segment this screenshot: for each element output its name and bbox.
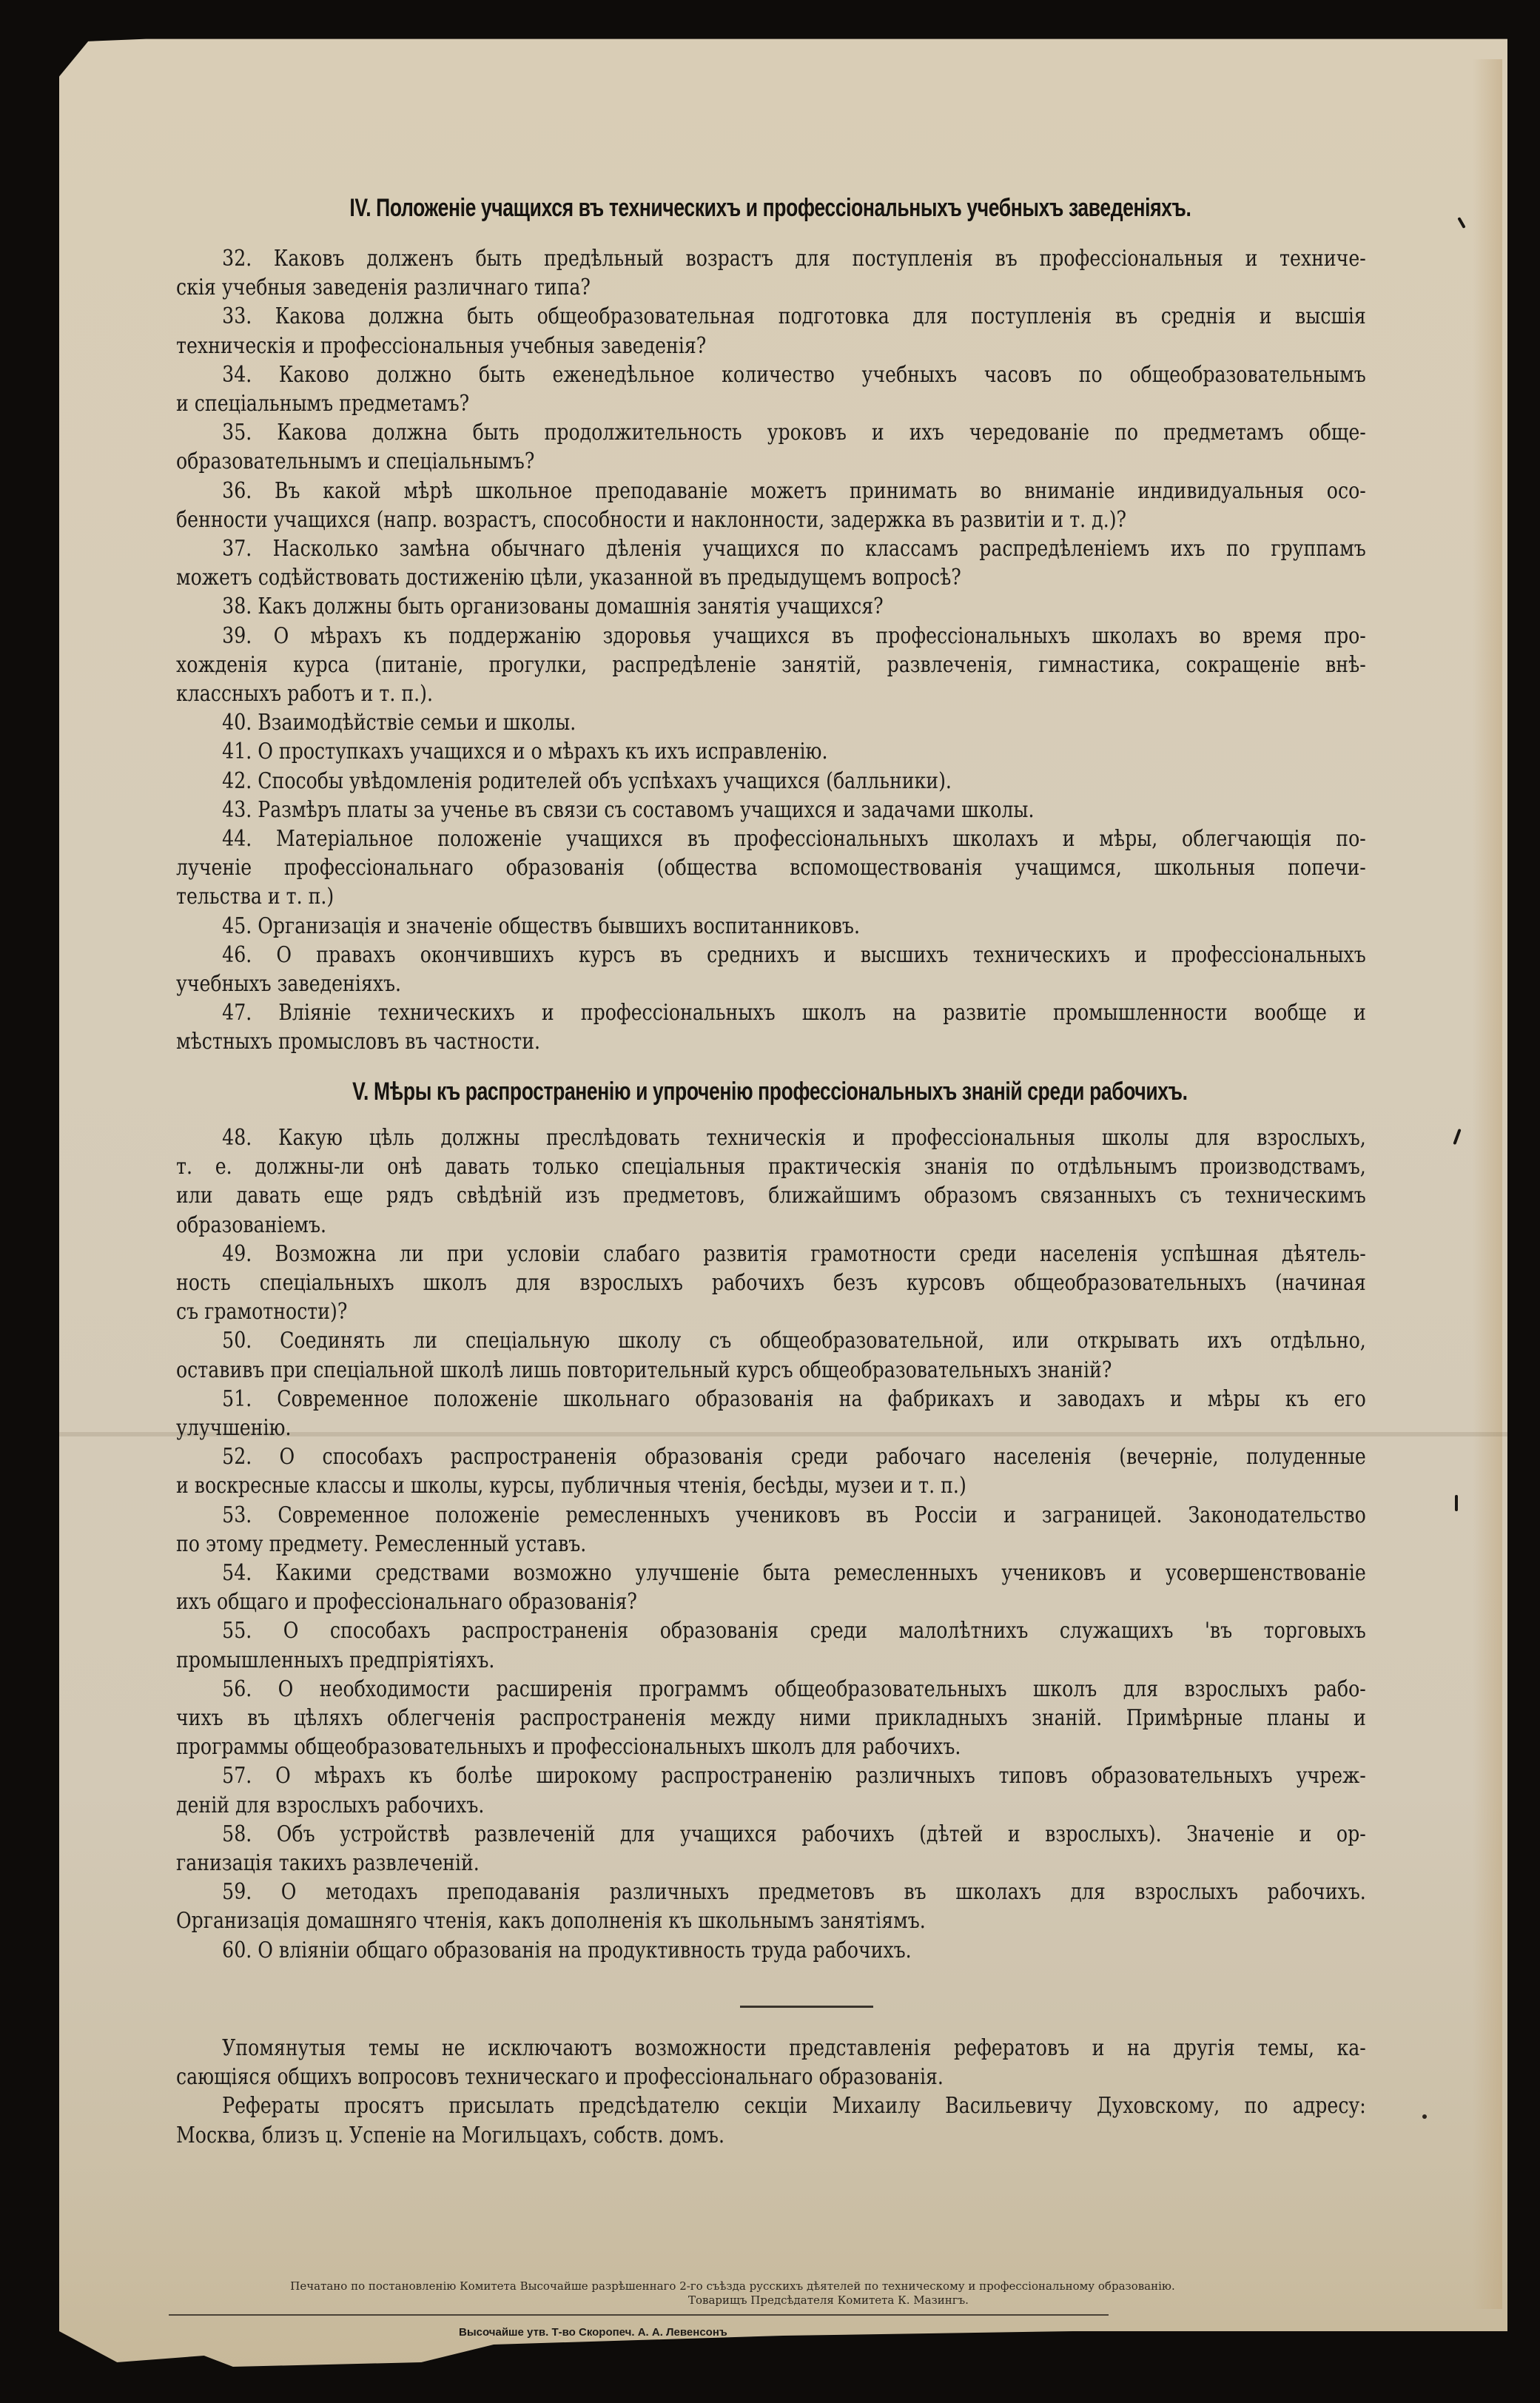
item-first-line: 32. Каковъ долженъ быть предѣльный возрастъ для поступленія въ профессіональныя и техниче- bbox=[222, 246, 1366, 272]
text-line bbox=[176, 1240, 1366, 1268]
item-first-line: 48. Какую цѣль должны преслѣдовать техническія и профессіональныя школы для взрослыхъ, bbox=[222, 1125, 1366, 1151]
item-continuation-line: по этому предмету. Ремесленный уставъ. bbox=[176, 1530, 587, 1557]
item-continuation-line: т. е. должны-ли онѣ давать только спеціальныя практическія знанія по отдѣльнымъ производствамъ, bbox=[176, 1154, 1366, 1180]
item-continuation-line: оставивъ при спеціальной школѣ лишь повторительный курсъ общеобразовательныхъ знаній? bbox=[176, 1357, 1112, 1383]
item-first-line: 33. Какова должна быть общеобразовательная подготовка для поступленія въ среднія и высшія bbox=[222, 303, 1366, 330]
text-line bbox=[176, 447, 1366, 476]
text-line bbox=[176, 360, 1366, 389]
text-line bbox=[176, 244, 1366, 273]
text-line bbox=[176, 389, 1366, 418]
item-first-line: 39. О мѣрахъ къ поддержанію здоровья учащихся въ профессіональныхъ школахъ во время про- bbox=[222, 622, 1366, 649]
text-line bbox=[176, 998, 1366, 1027]
text-line bbox=[176, 796, 1366, 824]
text-line bbox=[176, 1297, 1366, 1326]
text-line bbox=[176, 737, 1366, 766]
text-line bbox=[176, 1501, 1366, 1530]
text-line bbox=[176, 1181, 1366, 1210]
item-first-line: 51. Современное положеніе школьнаго образованія на фабрикахъ и заводахъ и мѣры къ его bbox=[222, 1385, 1366, 1412]
text-line bbox=[176, 2034, 1366, 2063]
item-first-line: 59. О методахъ преподаванія различныхъ предметовъ въ школахъ для взрослыхъ рабочихъ. bbox=[222, 1879, 1366, 1906]
footer-printed-by: Печатано по постановленію Комитета Высочайше разрѣшеннаго 2-го съѣзда русскихъ дѣятелей по техническому и профессіональному образованію. bbox=[290, 2279, 1175, 2293]
item-continuation-line: программы общеобразовательныхъ и профессіональныхъ школъ для рабочихъ. bbox=[176, 1734, 961, 1761]
text-line bbox=[176, 273, 1366, 302]
item-first-line: 52. О способахъ распространенія образованія среди рабочаго населенія (вечерніе, полуденные bbox=[222, 1444, 1366, 1471]
text-line bbox=[176, 941, 1366, 969]
text-line bbox=[176, 912, 1366, 941]
section-iv-heading bbox=[0, 194, 1540, 223]
text-line bbox=[176, 1791, 1366, 1820]
item-first-line: 37. Насколько замѣна обычнаго дѣленія учащихся по классамъ распредѣленіемъ ихъ по группамъ bbox=[222, 536, 1366, 562]
section-divider bbox=[740, 2006, 873, 2008]
item-continuation-line: ность спеціальныхъ школъ для взрослыхъ рабочихъ безъ курсовъ общеобразовательныхъ (начиная bbox=[176, 1270, 1366, 1296]
item-continuation-line: Москва, близъ ц. Успеніе на Могильцахъ, собств. домъ. bbox=[176, 2122, 724, 2148]
item-first-line: 50. Соединять ли спеціальную школу съ общеобразовательной, или открывать ихъ отдѣльно, bbox=[222, 1328, 1366, 1354]
item-first-line: 45. Организація и значеніе обществъ бывшихъ воспитанниковъ. bbox=[222, 913, 860, 939]
item-first-line: 56. О необходимости расширенія программъ общеобразовательныхъ школъ для взрослыхъ рабо- bbox=[222, 1676, 1366, 1702]
item-first-line: 55. О способахъ распространенія образованія среди малолѣтнихъ служащихъ 'въ торговыхъ bbox=[222, 1618, 1366, 1644]
text-line bbox=[176, 1530, 1366, 1559]
item-continuation-line: улучшенію. bbox=[176, 1415, 292, 1441]
text-line bbox=[176, 1027, 1366, 1056]
item-first-line: 58. Объ устройствѣ развлеченій для учащихся рабочихъ (дѣтей и взрослыхъ). Значеніе и ор- bbox=[222, 1821, 1366, 1847]
text-line bbox=[176, 332, 1366, 360]
item-first-line: 57. О мѣрахъ къ болѣе широкому распространенію различныхъ типовъ образовательныхъ учреж- bbox=[222, 1763, 1366, 1789]
item-continuation-line: хожденія курса (питаніе, прогулки, распредѣленіе занятій, развлеченія, гимнастика, сокращеніе внѣ- bbox=[176, 651, 1366, 678]
item-first-line: Упомянутыя темы не исключаютъ возможности представленія рефератовъ и на другія темы, ка- bbox=[222, 2035, 1366, 2061]
text-line bbox=[176, 853, 1366, 882]
footer-printer: Высочайше утв. Т-во Скоропеч. А. А. Левенсонъ bbox=[459, 2326, 727, 2339]
footer-rule bbox=[169, 2314, 1109, 2316]
text-line bbox=[176, 1123, 1366, 1152]
section-iv-heading-text: IV. Положеніе учащихся въ техническихъ и профессіональныхъ учебныхъ заведеніяхъ. bbox=[349, 194, 1191, 222]
section-v-heading-text: V. Мѣры къ распространенію и упроченію профессіональныхъ знаній среди рабочихъ. bbox=[352, 1078, 1188, 1106]
text-line bbox=[176, 1414, 1366, 1442]
item-first-line: 43. Размѣръ платы за ученье въ связи съ составомъ учащихся и задачами школы. bbox=[222, 796, 1035, 823]
text-line bbox=[176, 1878, 1366, 1906]
text-line bbox=[176, 418, 1366, 447]
item-continuation-line: чихъ въ цѣляхъ облегченія распространенія между ними прикладныхъ знаній. Примѣрные планы и bbox=[176, 1705, 1366, 1731]
item-continuation-line: мѣстныхъ промысловъ въ частности. bbox=[176, 1029, 541, 1055]
item-first-line: 54. Какими средствами возможно улучшеніе быта ремесленныхъ учениковъ и усовершенствованіе bbox=[222, 1560, 1366, 1586]
text-line bbox=[176, 1211, 1366, 1240]
item-continuation-line: деній для взрослыхъ рабочихъ. bbox=[176, 1792, 485, 1818]
item-continuation-line: образованіемъ. bbox=[176, 1211, 327, 1238]
item-first-line: 53. Современное положеніе ремесленныхъ учениковъ въ Россіи и заграницей. Законодательство bbox=[222, 1502, 1366, 1528]
text-line bbox=[176, 824, 1366, 853]
text-line bbox=[176, 1820, 1366, 1849]
text-line bbox=[176, 592, 1366, 621]
item-first-line: 42. Способы увѣдомленія родителей объ успѣхахъ учащихся (балльники). bbox=[222, 767, 952, 794]
item-continuation-line: промышленныхъ предпріятіяхъ. bbox=[176, 1647, 495, 1673]
footer-signature: Товарищъ Предсѣдателя Комитета К. Мазингъ. bbox=[688, 2293, 969, 2307]
item-continuation-line: ихъ общаго и профессіональнаго образованія? bbox=[176, 1589, 637, 1616]
item-continuation-line: и воскресные классы и школы, курсы, публичныя чтенія, бесѣды, музеи и т. п.) bbox=[176, 1473, 966, 1499]
item-first-line: 34. Каково должно быть еженедѣльное количество учебныхъ часовъ по общеобразовательнымъ bbox=[222, 361, 1366, 388]
text-line bbox=[176, 302, 1366, 331]
item-continuation-line: можетъ содѣйствовать достиженію цѣли, указанной въ предыдущемъ вопросѣ? bbox=[176, 565, 961, 591]
text-line bbox=[176, 1732, 1366, 1761]
item-first-line: 49. Возможна ли при условіи слабаго развитія грамотности среди населенія успѣшная дѣятель- bbox=[222, 1240, 1366, 1267]
text-line bbox=[176, 1356, 1366, 1385]
item-first-line: 60. О вліяніи общаго образованія на продуктивность труда рабочихъ. bbox=[222, 1937, 912, 1963]
text-line bbox=[176, 1326, 1366, 1355]
text-line bbox=[176, 882, 1366, 911]
item-first-line: Рефераты просятъ присылать предсѣдателю секціи Михаилу Васильевичу Духовскому, по адресу: bbox=[222, 2093, 1366, 2120]
text-line bbox=[176, 477, 1366, 505]
text-line bbox=[176, 1849, 1366, 1878]
text-line bbox=[176, 1616, 1366, 1645]
text-line bbox=[176, 1152, 1366, 1181]
ink-spot bbox=[1422, 2114, 1427, 2119]
item-continuation-line: или давать еще рядъ свѣдѣній изъ предметовъ, ближайшимъ образомъ связанныхъ съ техническимъ bbox=[176, 1183, 1366, 1209]
item-first-line: 36. Въ какой мѣрѣ школьное преподаваніе можетъ принимать во вниманіе индивидуальныя осо- bbox=[222, 477, 1366, 504]
text-line bbox=[176, 622, 1366, 651]
text-line bbox=[176, 1268, 1366, 1297]
text-line bbox=[176, 505, 1366, 534]
margin-ink-mark bbox=[1455, 1495, 1458, 1511]
text-line bbox=[176, 1761, 1366, 1790]
item-continuation-line: ганизація такихъ развлеченій. bbox=[176, 1850, 480, 1876]
item-first-line: 47. Вліяніе техническихъ и профессіональныхъ школъ на развитіе промышленности вообще и bbox=[222, 1000, 1366, 1026]
text-line bbox=[176, 2063, 1366, 2091]
item-continuation-line: съ грамотности)? bbox=[176, 1299, 348, 1325]
item-continuation-line: бенности учащихся (напр. возрастъ, способности и наклонности, задержка въ развитіи и т. д.)? bbox=[176, 506, 1127, 533]
text-line bbox=[176, 2121, 1366, 2150]
item-first-line: 40. Взаимодѣйствіе семьи и школы. bbox=[222, 710, 576, 736]
item-continuation-line: техническія и профессіональныя учебныя заведенія? bbox=[176, 332, 707, 359]
text-line bbox=[176, 1471, 1366, 1500]
item-first-line: 38. Какъ должны быть организованы домашнія занятія учащихся? bbox=[222, 594, 884, 620]
paper-edge-stain bbox=[1473, 59, 1502, 2309]
item-first-line: 46. О правахъ окончившихъ курсъ въ среднихъ и высшихъ техническихъ и профессіональныхъ bbox=[222, 941, 1366, 968]
text-line bbox=[176, 1675, 1366, 1704]
text-line bbox=[176, 708, 1366, 737]
item-first-line: 44. Матеріальное положеніе учащихся въ профессіональныхъ школахъ и мѣры, облегчающія по- bbox=[222, 826, 1366, 852]
item-first-line: 41. О проступкахъ учащихся и о мѣрахъ къ ихъ исправленію. bbox=[222, 739, 828, 765]
text-line bbox=[176, 767, 1366, 796]
text-line bbox=[176, 1587, 1366, 1616]
text-line bbox=[176, 969, 1366, 998]
text-line bbox=[176, 651, 1366, 679]
item-continuation-line: классныхъ работъ и т. п.). bbox=[176, 681, 434, 707]
text-line bbox=[176, 1936, 1366, 1965]
item-first-line: 35. Какова должна быть продолжительность уроковъ и ихъ чередованіе по предметамъ обще- bbox=[222, 420, 1366, 446]
item-continuation-line: тельства и т. п.) bbox=[176, 884, 334, 910]
text-line bbox=[176, 1559, 1366, 1587]
text-line bbox=[176, 1385, 1366, 1414]
text-line bbox=[176, 679, 1366, 708]
section-v-heading bbox=[0, 1078, 1540, 1106]
text-line bbox=[176, 563, 1366, 592]
item-continuation-line: образовательнымъ и спеціальнымъ? bbox=[176, 448, 535, 475]
text-line bbox=[176, 1906, 1366, 1935]
text-line bbox=[176, 1646, 1366, 1675]
text-line bbox=[176, 534, 1366, 563]
text-line bbox=[176, 2091, 1366, 2120]
item-continuation-line: скія учебныя заведенія различнаго типа? bbox=[176, 275, 591, 301]
text-line bbox=[176, 1704, 1366, 1732]
item-continuation-line: Организація домашняго чтенія, какъ дополненія къ школьнымъ занятіямъ. bbox=[176, 1908, 926, 1935]
item-continuation-line: и спеціальнымъ предметамъ? bbox=[176, 391, 470, 417]
item-continuation-line: учебныхъ заведеніяхъ. bbox=[176, 971, 401, 997]
text-line bbox=[176, 1442, 1366, 1471]
item-continuation-line: сающіяся общихъ вопросовъ техническаго и профессіональнаго образованія. bbox=[176, 2064, 944, 2091]
item-continuation-line: лученіе профессіональнаго образованія (общества вспомоществованія учащимся, школьныя попечи- bbox=[176, 855, 1366, 881]
